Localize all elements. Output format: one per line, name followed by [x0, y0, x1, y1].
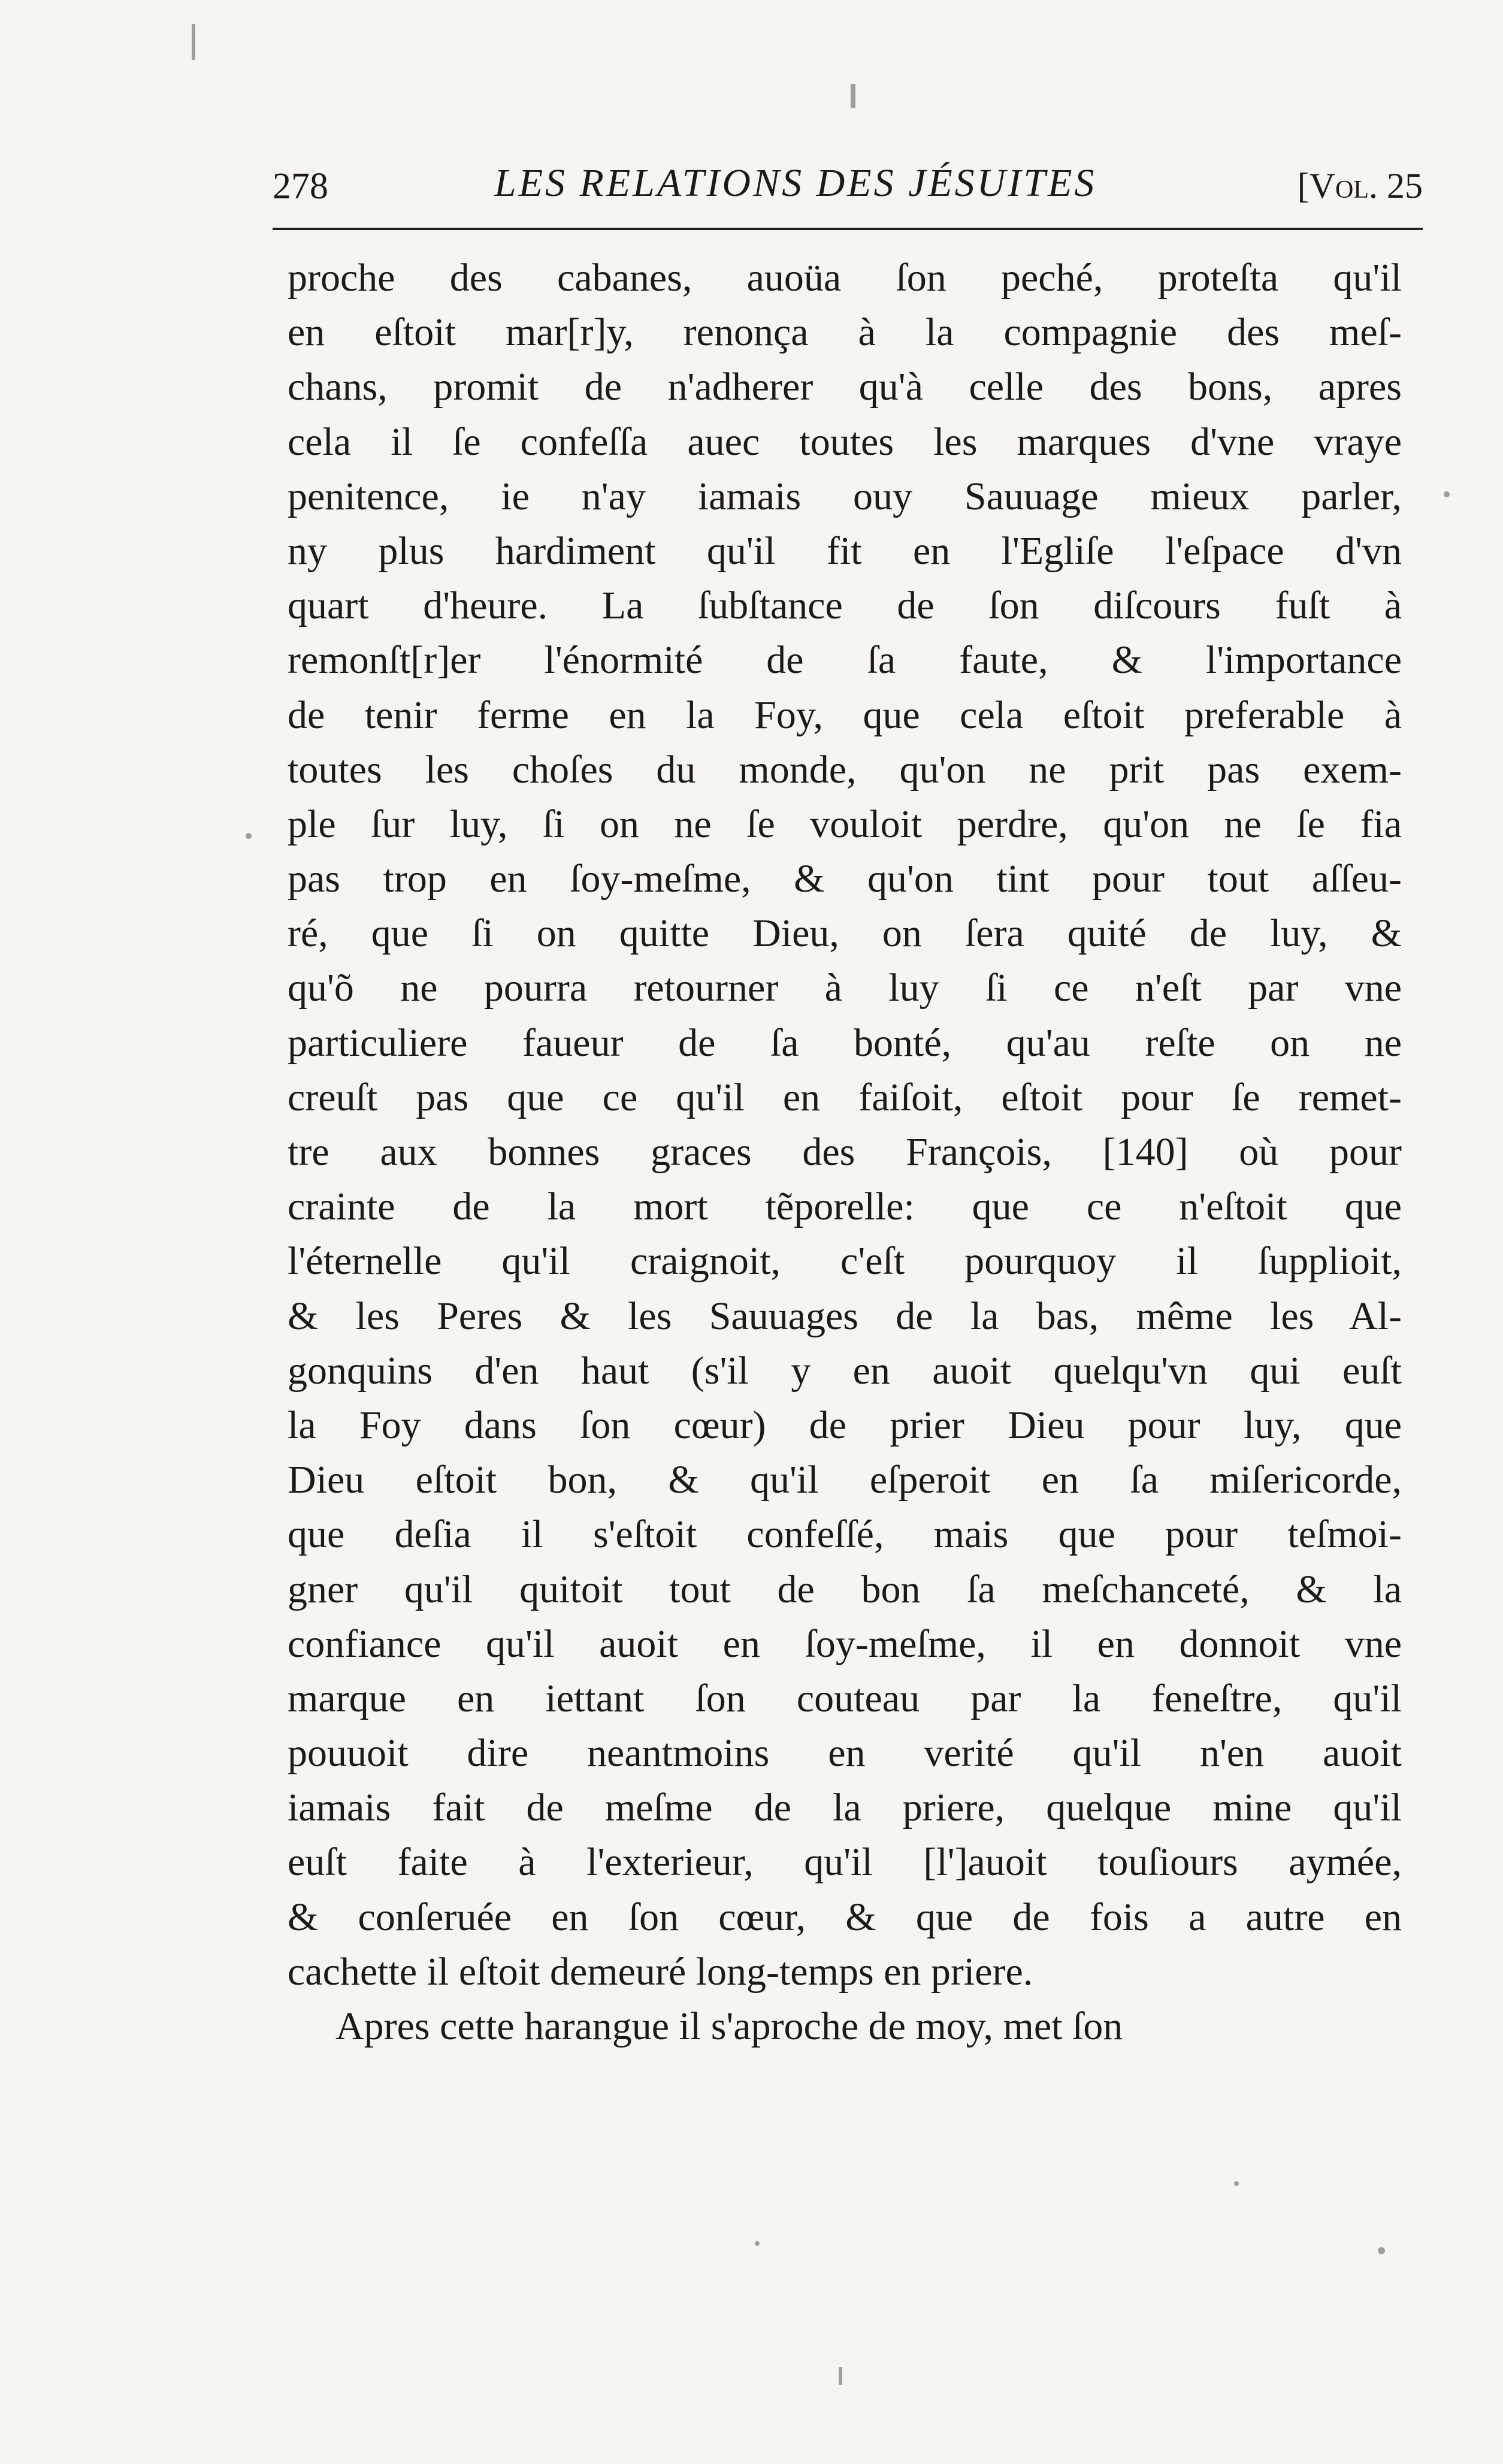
- text-line: remonſt[r]er l'énormité de ſa faute, & l'importance: [288, 638, 1402, 683]
- text-line: crainte de la mort tẽporelle: que ce n'eſtoit que: [288, 1185, 1402, 1229]
- text-line: & les Peres & les Sauuages de la bas, même les Al-: [288, 1294, 1402, 1338]
- text-line: la Foy dans ſon cœur) de prier Dieu pour luy, que: [288, 1403, 1402, 1447]
- paragraph-start-line: Apres cette harangue il s'aproche de moy, met ſon: [335, 2004, 1123, 2048]
- scan-speck: [192, 24, 195, 60]
- text-line: l'éternelle qu'il craignoit, c'eſt pourquoy il ſupplioit,: [288, 1239, 1402, 1284]
- text-line: cachette il eſtoit demeuré long-temps en priere.: [288, 1949, 1033, 1994]
- text-line: ré, que ſi on quitte Dieu, on ſera quité de luy, &: [288, 911, 1402, 956]
- volume-label: [Vol. 25: [1297, 166, 1423, 206]
- body-text: [288, 250, 1402, 2054]
- text-line: particuliere faueur de ſa bonté, qu'au reſte on ne: [288, 1020, 1402, 1065]
- text-line: ny plus hardiment qu'il fit en l'Egliſe l'eſpace d'vn: [288, 529, 1402, 573]
- scan-speck: [839, 2367, 842, 2385]
- scan-speck: [1234, 2181, 1239, 2186]
- scan-speck: [851, 84, 855, 108]
- running-head: [273, 161, 1423, 215]
- text-line: que deſia il s'eſtoit confeſſé, mais que pour teſmoi-: [288, 1512, 1402, 1557]
- page-number: 278: [273, 166, 328, 207]
- text-line: pouuoit dire neantmoins en verité qu'il n'en auoit: [288, 1731, 1402, 1775]
- header-rule: [273, 228, 1423, 230]
- text-line: quart d'heure. La ſubſtance de ſon diſcours fuſt à: [288, 584, 1402, 628]
- text-line: gonquins d'en haut (s'il y en auoit quelqu'vn qui euſt: [288, 1348, 1402, 1393]
- text-line: & conſeruée en ſon cœur, & que de fois a autre en: [288, 1895, 1402, 1939]
- text-line: Dieu eſtoit bon, & qu'il eſperoit en ſa miſericorde,: [288, 1458, 1402, 1502]
- text-line: tre aux bonnes graces des François, [140] où pour: [288, 1130, 1402, 1174]
- text-line: pas trop en ſoy-meſme, & qu'on tint pour tout aſſeu-: [288, 857, 1402, 901]
- scan-speck: [1378, 2247, 1385, 2254]
- text-line: iamais fait de meſme de la priere, quelque mine qu'il: [288, 1786, 1402, 1830]
- text-line: confiance qu'il auoit en ſoy-meſme, il en donnoit vne: [288, 1621, 1402, 1666]
- text-line: gner qu'il quitoit tout de bon ſa meſchanceté, & la: [288, 1567, 1402, 1611]
- text-line: chans, promit de n'adherer qu'à celle des bons, apres: [288, 365, 1402, 409]
- text-line: euſt faite à l'exterieur, qu'il [l']auoit touſiours aymée,: [288, 1840, 1402, 1885]
- scan-speck: [755, 2241, 760, 2246]
- text-line: toutes les choſes du monde, qu'on ne prit pas exem-: [288, 747, 1402, 792]
- text-line: en eſtoit mar[r]y, renonça à la compagnie des meſ-: [288, 310, 1402, 355]
- scan-speck: [246, 833, 252, 839]
- text-line: qu'õ ne pourra retourner à luy ſi ce n'eſt par vne: [288, 966, 1402, 1010]
- text-line: de tenir ferme en la Foy, que cela eſtoit preferable à: [288, 693, 1402, 737]
- text-line: proche des cabanes, auoüa ſon peché, proteſta qu'il: [288, 256, 1402, 300]
- running-title: LES RELATIONS DES JÉSUITES: [494, 161, 1097, 205]
- text-line: marque en iettant ſon couteau par la feneſtre, qu'il: [288, 1676, 1402, 1720]
- text-line: penitence, ie n'ay iamais ouy Sauuage mieux parler,: [288, 474, 1402, 518]
- text-line: cela il ſe confeſſa auec toutes les marques d'vne vraye: [288, 419, 1402, 464]
- text-line: creuſt pas que ce qu'il en faiſoit, eſtoit pour ſe remet-: [288, 1075, 1402, 1119]
- text-line: ple ſur luy, ſi on ne ſe vouloit perdre, qu'on ne ſe fia: [288, 802, 1402, 846]
- scan-speck: [1444, 491, 1450, 497]
